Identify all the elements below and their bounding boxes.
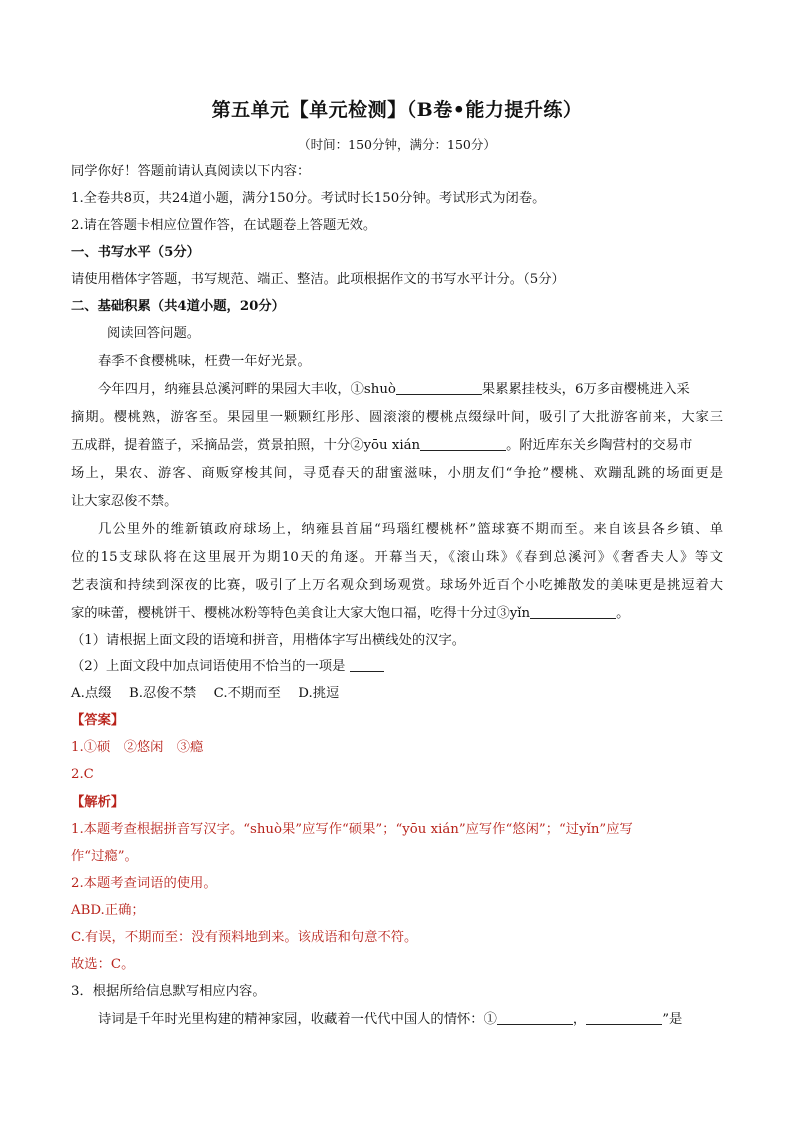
answer-1: 1.①硕 ②悠闲 ③瘾 bbox=[71, 740, 204, 755]
analysis-line1: 1.本题考查根据拼音写汉字。“shuò果”应写作“硕果”；“yōu xián”应写作“悠闲”；“过yǐn”应写 bbox=[71, 822, 633, 837]
section-1-heading: 一、书写水平（5分） bbox=[71, 245, 200, 260]
page-title: 第五单元【单元检测】（B卷•能力提升练） bbox=[211, 99, 583, 121]
question-3-heading: 3．根据所给信息默写相应内容。 bbox=[71, 984, 266, 999]
question-2-options: A.点缀 B.忍俊不禁 C.不期而至 D.挑逗 bbox=[71, 686, 340, 701]
blank-3 bbox=[530, 604, 616, 619]
blank-2 bbox=[420, 436, 506, 451]
passage-p1-line3: 五成群，提着篮子，采摘品尝，赏景拍照，十分②yōu xián 。附近库东关乡陶营村的交易市 bbox=[71, 438, 693, 453]
analysis-line6: 故选：C。 bbox=[71, 957, 135, 972]
answer-label: 【答案】 bbox=[71, 713, 125, 728]
blank-q3-1 bbox=[497, 1010, 573, 1025]
question-1: （1）请根据上面文段的语境和拼音，用楷体字写出横线处的汉字。 bbox=[71, 633, 466, 648]
passage-title: 春季不食樱桃味，枉费一年好光景。 bbox=[98, 354, 311, 369]
analysis-line3: 2.本题考查词语的使用。 bbox=[71, 876, 217, 891]
blank-q2 bbox=[350, 657, 384, 672]
passage-p2-line3: 艺表演和持续到深夜的比赛，吸引了上万名观众到场观赏。球场外近百个小吃摊散发的美味更是挑逗着大 bbox=[71, 578, 723, 593]
passage-p1-line4: 场上，果农、游客、商贩穿梭其间，寻觅春天的甜蜜滋味，小朋友们“争抢”樱桃、欢蹦乱跳的场面更是 bbox=[71, 466, 723, 481]
passage-p2-line1: 几公里外的维新镇政府球场上，纳雍县首届“玛瑙红樱桃杯”篮球赛不期而至。来自该县各乡镇、单 bbox=[98, 522, 723, 537]
analysis-label: 【解析】 bbox=[71, 795, 125, 810]
passage-p1-line5: 让大家忍俊不禁。 bbox=[71, 494, 178, 509]
intro-rule-1: 1.全卷共8页，共24道小题，满分150分。考试时长150分钟。考试形式为闭卷。 bbox=[71, 191, 546, 206]
section-2-heading: 二、基础积累（共4道小题，20分） bbox=[71, 299, 285, 314]
passage-p1-line1: 今年四月，纳雍县总溪河畔的果园大丰收，①shuò 果累累挂枝头，6万多亩樱桃进入采 bbox=[98, 382, 690, 397]
passage-p2-line2: 位的15支球队将在这里展开为期10天的角逐。开幕当天，《滚山珠》《春到总溪河》《奢香夫人》等文 bbox=[71, 550, 723, 565]
page-subtitle: （时间：150分钟，满分：150分） bbox=[298, 137, 496, 152]
answer-2: 2.C bbox=[71, 767, 94, 782]
analysis-line2: 作“过瘾”。 bbox=[71, 849, 138, 864]
intro-rule-2: 2.请在答题卡相应位置作答，在试题卷上答题无效。 bbox=[71, 218, 377, 233]
passage-p2-line4: 家的味蕾，樱桃饼干、樱桃冰粉等特色美食让大家大饱口福，吃得十分过③yǐn 。 bbox=[71, 606, 630, 621]
analysis-line4: ABD.正确； bbox=[71, 903, 145, 918]
question-2: （2）上面文段中加点词语使用不恰当的一项是 bbox=[71, 657, 723, 677]
intro-greeting: 同学你好！答题前请认真阅读以下内容： bbox=[71, 164, 311, 179]
blank-1 bbox=[396, 380, 482, 395]
blank-q3-2 bbox=[586, 1010, 662, 1025]
question-3-line1: 诗词是千年时光里构建的精神家园，收藏着一代代中国人的情怀：① ， ”是 bbox=[98, 1012, 683, 1027]
passage-p1-line2: 摘期。樱桃熟，游客至。果园里一颗颗红彤彤、圆滚滚的樱桃点缀绿叶间，吸引了大批游客前来，大家三 bbox=[71, 410, 723, 425]
analysis-line5: C.有误，不期而至：没有预料地到来。该成语和句意不符。 bbox=[71, 930, 418, 945]
reading-instruction: 阅读回答问题。 bbox=[107, 326, 201, 341]
section-1-text: 请使用楷体字答题，书写规范、端正、整洁。此项根据作文的书写水平计分。（5分） bbox=[71, 272, 565, 287]
